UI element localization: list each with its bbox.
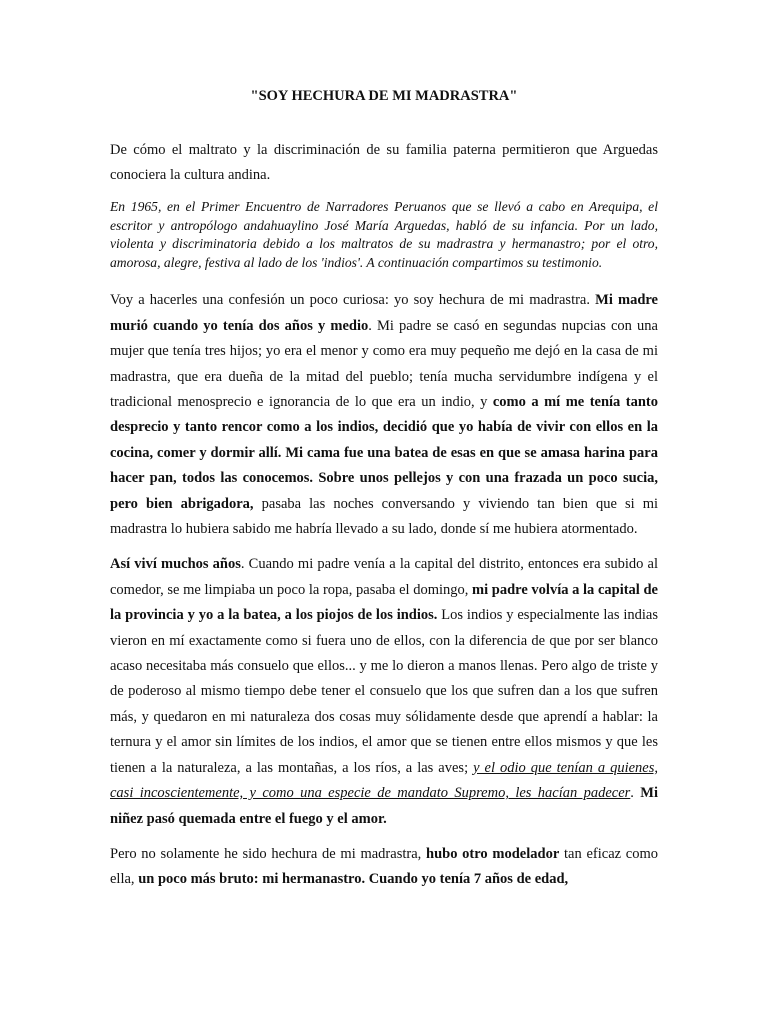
document-title: "SOY HECHURA DE MI MADRASTRA" [250,88,518,104]
paragraph-3 [110,842,658,893]
paragraph-2 [110,552,658,831]
intro-paragraph: De cómo el maltrato y la discriminación de su familia paterna permitieron que Arguedas conociera la cultura andina. [110,142,658,183]
paragraph-2-bold: mi padre volvía a la capital de la provincia y yo a la batea, a los piojos de los indios. [110,581,658,624]
paragraph-3-text: tan eficaz como ella, [110,845,659,888]
summary-paragraph: En 1965, en el Primer Encuentro de Narradores Peruanos que se llevó a cabo en Arequipa, el escritor y antropólogo andahuaylino José María Arguedas, habló de su infancia. Por un lado, violenta y discriminatoria debido a los maltratos de su madrastra y hermanastro; por el otro, amorosa, alegre, festiva al lado de los 'indios'. A continuación compartimos su testimonio. [110,199,658,270]
paragraph-3-bold: un poco más bruto: mi hermanastro. Cuando yo tenía 7 años de edad, [138,871,569,888]
paragraph-2-text: . [630,785,641,802]
document-page [110,0,658,893]
paragraph-2-text: Los indios y especialmente las indias vieron en mí exactamente como si fuera uno de ellos, con la diferencia de que por ser blanco acaso necesitaba más consuelo que ellos... y me lo dieron a manos llenas. Pero algo de triste y de poderoso al mismo tiempo debe tener el consuelo que los que sufren dan a los que sufren más, y quedaron en mi naturaleza dos cosas muy sólidamente desde que aprendí a hablar: la ternura y el amor sin límites de los indios, el amor que se tienen entre ellos mismos y que les tienen a la naturaleza, a las montañas, a los ríos, a las aves; [110,607,658,776]
paragraph-1-text: . Mi padre se casó en segundas nupcias con una mujer que tenía tres hijos; yo era el menor y como era muy pequeño me dejó en la casa de mi madrastra, que era dueña de la mitad del pueblo; tenía mucha servidumbre indígena y el tradicional menosprecio e ignorancia de lo que era un indio, y [110,317,658,410]
paragraph-2-text: . Cuando mi padre venía a la capital del distrito, entonces era subido al comedor, se me limpiaba un poco la ropa, pasaba el domingo, [110,556,658,598]
paragraph-1-text: Voy a hacerles una confesión un poco curiosa: yo soy hechura de mi madrastra. [110,292,596,309]
paragraph-2-bold: Así viví muchos años [110,556,241,573]
paragraph-3-bold: hubo otro modelador [426,845,560,862]
paragraph-1-bold: como a mí me tenía tanto desprecio y tanto rencor como a los indios, decidió que yo había de vivir con ellos en la cocina, comer y dormir allí. Mi cama fue una batea de esas en que se amasa harina para hacer pan, todos las conocemos. Sobre unos pellejos y con una frazada un poco sucia, pero bien abrigadora, [110,394,659,512]
paragraph-1-text: pasaba las noches conversando y viviendo tan bien que si mi madrastra lo hubiera sabido me habría llevado a su lado, donde sí me hubiera atormentado. [110,495,659,538]
paragraph-3-text: Pero no solamente he sido hechura de mi madrastra, [110,845,426,862]
paragraph-1-bold: Mi madre murió cuando yo tenía dos años y medio [110,292,658,334]
paragraph-1 [110,288,658,542]
paragraph-2-underlined: y el odio que tenían a quienes, casi incoscientemente, y como una especie de mandato Supremo, les hacían padecer [110,759,659,802]
paragraph-2-bold: Mi niñez pasó quemada entre el fuego y el amor. [110,785,658,827]
